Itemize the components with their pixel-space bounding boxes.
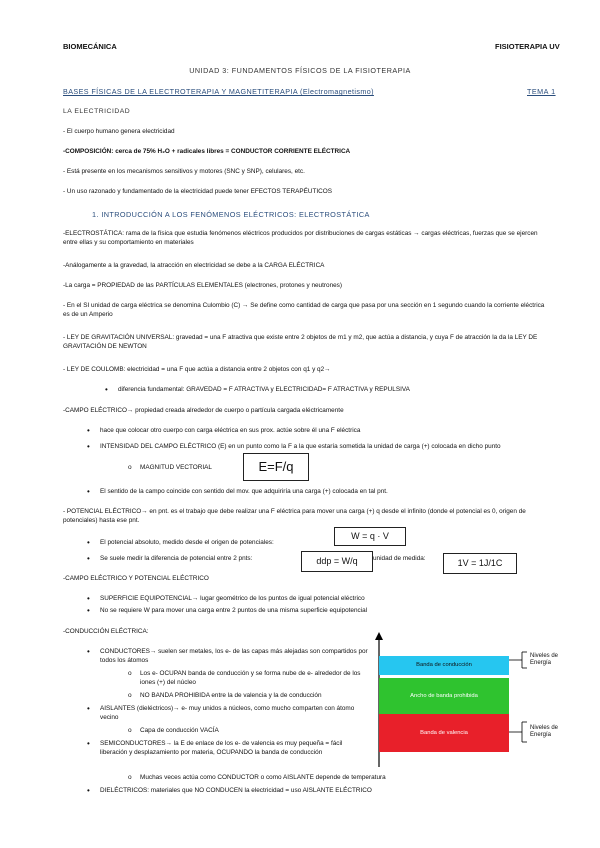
list-item: • El sentido de la campo coincide con sentido del mov. que adquiriría una carga (+) colocada en tal pnt. <box>100 488 388 497</box>
subtitle: BASES FÍSICAS DE LA ELECTROTERAPIA Y MAGNETITERAPIA (Electromagnetismo) <box>63 87 374 96</box>
paragraph: - LEY DE GRAVITACIÓN UNIVERSAL: gravedad = una F atractiva que existe entre 2 objetos de m1 y m2, que actúa a distancia, y cuya F de atracción la da la LEY DE GRAVITACIÓN DE NEWTON <box>63 334 538 350</box>
list-subitem: o Capa de conducción VACÍA <box>140 727 219 736</box>
paragraph: -La carga = PROPIEDAD de las PARTÍCULAS ELEMENTALES (electrones, protones y neutrones) <box>63 282 342 289</box>
list-item: • hace que colocar otro cuerpo con carga eléctrica en sus prox. actúe sobre él una F eléctrica <box>100 427 360 436</box>
niveles-energia-top: Niveles de Energía <box>530 653 559 666</box>
list-item: • SUPERFICIE EQUIPOTENCIAL→ lugar geométrico de los puntos de igual potencial eléctrico <box>100 595 365 604</box>
formula-box-w: W = q · V <box>334 527 406 546</box>
list-subitem: o Los e- OCUPAN banda de conducción y se forma nube de e- alrededor de los iones (+) del núcleo <box>140 670 370 687</box>
band-prohibida: Ancho de banda prohibida <box>379 678 509 714</box>
paragraph: - El cuerpo humano genera electricidad <box>63 128 175 135</box>
unit-label: unidad de medida: <box>373 555 426 562</box>
list-item: • DIELÉCTRICOS: materiales que NO CONDUCEN la electricidad = uso AISLANTE ELÉCTRICO <box>100 787 372 796</box>
list-item: • CONDUCTORES→ suelen ser metales, los e- de las capas más alejadas son compartidos por todos los átomos <box>100 648 368 665</box>
list-subitem: o Muchas veces actúa como CONDUCTOR o como AISLANTE depende de temperatura <box>140 774 386 783</box>
tema-label: TEMA 1 <box>527 87 556 96</box>
unit-title: UNIDAD 3: FUNDAMENTOS FÍSICOS DE LA FISIOTERAPIA <box>189 66 411 75</box>
list-item: • El potencial absoluto, medido desde el origen de potenciales: <box>100 539 274 548</box>
band-valencia: Banda de valencia <box>379 714 509 752</box>
paragraph: - POTENCIAL ELÉCTRICO→ en pnt. es el trabajo que debe realizar una F eléctrica para mover una carga (+) q desde el infinito (donde el potencial es 0, origen de potenciales) hasta ese pnt. <box>63 508 526 524</box>
header-right: FISIOTERAPIA UV <box>495 42 560 51</box>
paragraph: - LEY DE COULOMB: electricidad = una F que actúa a distancia entre 2 objetos con q1 y q2→ <box>63 366 331 373</box>
list-item: • No se requiere W para mover una carga entre 2 puntos de una misma superficie equipotencial <box>100 607 367 616</box>
formula-box-ddp: ddp = W/q <box>301 551 373 572</box>
list-subitem: o MAGNITUD VECTORIAL <box>140 464 212 473</box>
list-item: • diferencia fundamental: GRAVEDAD = F ATRACTIVA y ELECTRICIDAD= F ATRACTIVA y REPULSIVA <box>118 386 410 395</box>
header-left: BIOMECÁNICA <box>63 42 117 51</box>
band-conduccion: Banda de conducción <box>379 656 509 675</box>
band-diagram <box>372 632 582 772</box>
paragraph: -CONDUCCIÓN ELÉCTRICA: <box>63 628 149 635</box>
list-item: • SEMICONDUCTORES→ la E de enlace de los e- de valencia es muy pequeña = fácil liberación y desplazamiento por materia, OCUPANDO la banda de conducción <box>100 740 368 757</box>
list-subitem: o NO BANDA PROHIBIDA entre la de valencia y la de conducción <box>140 692 322 701</box>
list-item: • INTENSIDAD DEL CAMPO ELÉCTRICO (E) en un punto como la F a la que estaría sometida la unidad de carga (+) colocada en dicho punto <box>100 443 540 452</box>
paragraph: - Está presente en los mecanismos sensitivos y motores (SNC y SNP), celulares, etc. <box>63 168 305 175</box>
list-item: • Se suele medir la diferencia de potencial entre 2 pnts: <box>100 555 252 564</box>
formula-box-v: 1V = 1J/1C <box>443 553 517 574</box>
section-heading: 1. INTRODUCCIÓN A LOS FENÓMENOS ELÉCTRICOS: ELECTROSTÁTICA <box>92 210 370 219</box>
paragraph: -CAMPO ELÉCTRICO Y POTENCIAL ELÉCTRICO <box>63 575 209 582</box>
formula-box-e: E=F/q <box>243 453 309 481</box>
niveles-energia-bottom: Niveles de Energía <box>530 725 559 738</box>
section-electricidad: LA ELECTRICIDAD <box>63 108 131 115</box>
paragraph: -CAMPO ELÉCTRICO→ propiedad creada alrededor de cuerpo o partícula cargada eléctricamente <box>63 407 344 414</box>
paragraph: - Un uso razonado y fundamentado de la electricidad puede tener EFECTOS TERAPÉUTICOS <box>63 188 333 195</box>
paragraph: -Análogamente a la gravedad, la atracción en electricidad se debe a la CARGA ELÉCTRICA <box>63 262 325 269</box>
paragraph: -ELECTROSTÁTICA: rama de la física que estudia fenómenos eléctricos producidos por distribuciones de cargas estáticas → cargas eléctricas, fuerzas que se ejercen entre ellas y su comportamiento en materiales <box>63 230 538 246</box>
paragraph: -COMPOSICIÓN: cerca de 75% H₂O + radicales libres = CONDUCTOR CORRIENTE ELÉCTRICA <box>63 148 351 155</box>
list-item: • AISLANTES (dieléctricos)→ e- muy unidos a núcleos, como mucho comparten con átomo vecino <box>100 705 368 722</box>
paragraph: - En el SI unidad de carga eléctrica se denomina Culombio (C) → Se define como cantidad de carga que pasa por una sección en 1 segundo cuando la corriente eléctrica es de un Amperio <box>63 302 545 318</box>
